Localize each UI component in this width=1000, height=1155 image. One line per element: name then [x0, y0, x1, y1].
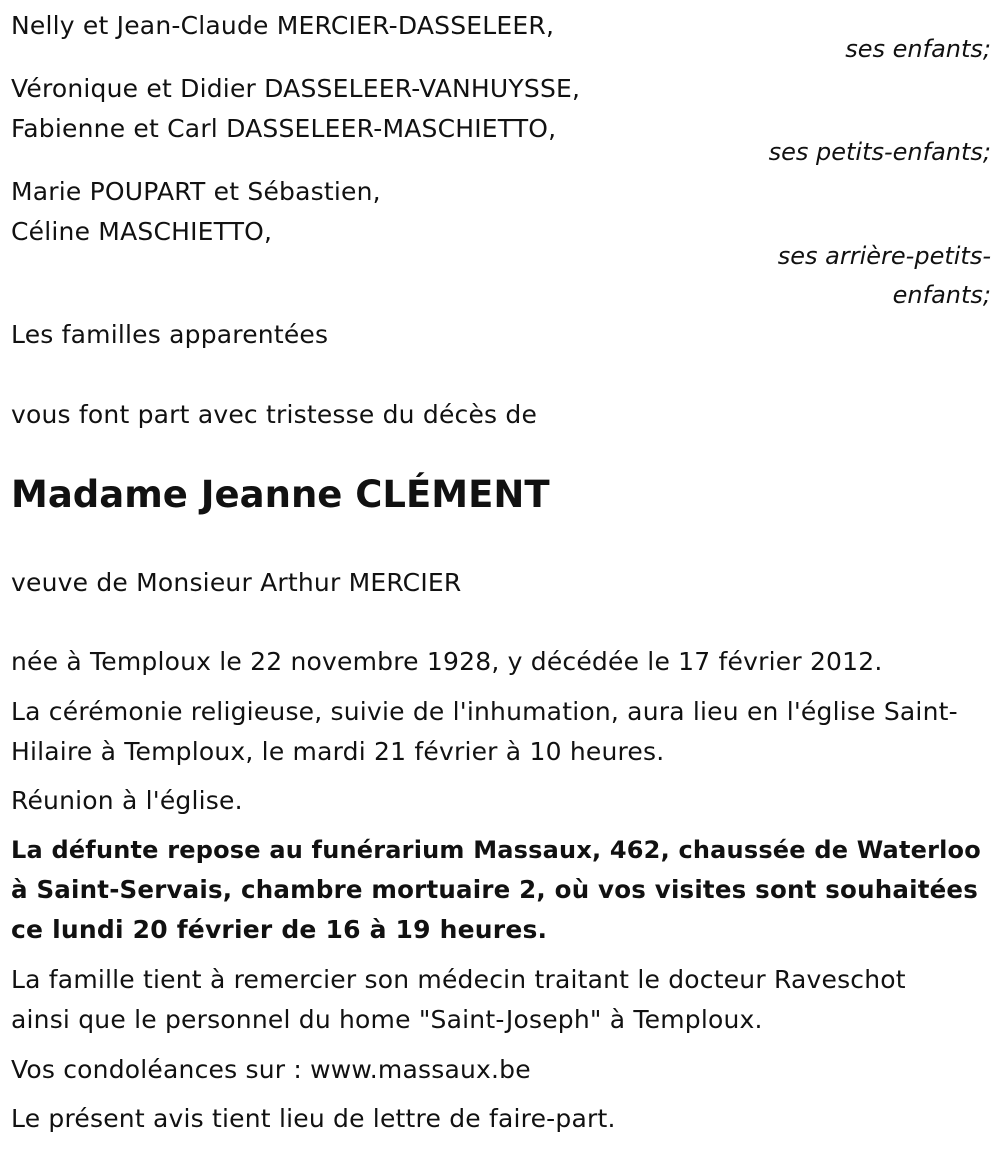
- deceased-name: Madame Jeanne CLÉMENT: [11, 473, 550, 516]
- great-grandchildren-names-2: Céline MASCHIETTO,: [11, 217, 273, 246]
- great-grandchildren-names-1: Marie POUPART et Sébastien,: [11, 177, 381, 206]
- notice: Le présent avis tient lieu de lettre de faire-part.: [11, 1104, 616, 1133]
- funeral-home-line-2: à Saint-Servais, chambre mortuaire 2, où vos visites sont souhaitées: [11, 875, 979, 904]
- great-grandchildren-role-2: enfants;: [892, 281, 991, 309]
- children-names: Nelly et Jean-Claude MERCIER-DASSELEER,: [11, 11, 555, 40]
- grandchildren-role: ses petits-enfants;: [768, 138, 991, 166]
- related-families: Les familles apparentées: [11, 320, 329, 349]
- thanks-line-1: La famille tient à remercier son médecin traitant le docteur Raveschot: [11, 965, 906, 994]
- birth-death: née à Temploux le 22 novembre 1928, y décédée le 17 février 2012.: [11, 647, 883, 676]
- ceremony-line-2: Hilaire à Temploux, le mardi 21 février à 10 heures.: [11, 737, 665, 766]
- meeting: Réunion à l'église.: [11, 786, 243, 815]
- funeral-home-line-1: La défunte repose au funérarium Massaux, 462, chaussée de Waterloo: [11, 836, 981, 864]
- thanks-line-2: ainsi que le personnel du home "Saint-Joseph" à Temploux.: [11, 1005, 763, 1034]
- children-role: ses enfants;: [845, 35, 991, 63]
- grandchildren-names-1: Véronique et Didier DASSELEER-VANHUYSSE,: [11, 74, 581, 103]
- condolences: Vos condoléances sur : www.massaux.be: [11, 1055, 531, 1084]
- widow-of: veuve de Monsieur Arthur MERCIER: [11, 568, 462, 597]
- ceremony-line-1: La cérémonie religieuse, suivie de l'inhumation, aura lieu en l'église Saint-: [11, 697, 958, 726]
- funeral-home-line-3: ce lundi 20 février de 16 à 19 heures.: [11, 915, 548, 944]
- grandchildren-names-2: Fabienne et Carl DASSELEER-MASCHIETTO,: [11, 114, 557, 143]
- great-grandchildren-role-1: ses arrière-petits-: [777, 242, 991, 270]
- announcement: vous font part avec tristesse du décès de: [11, 400, 538, 429]
